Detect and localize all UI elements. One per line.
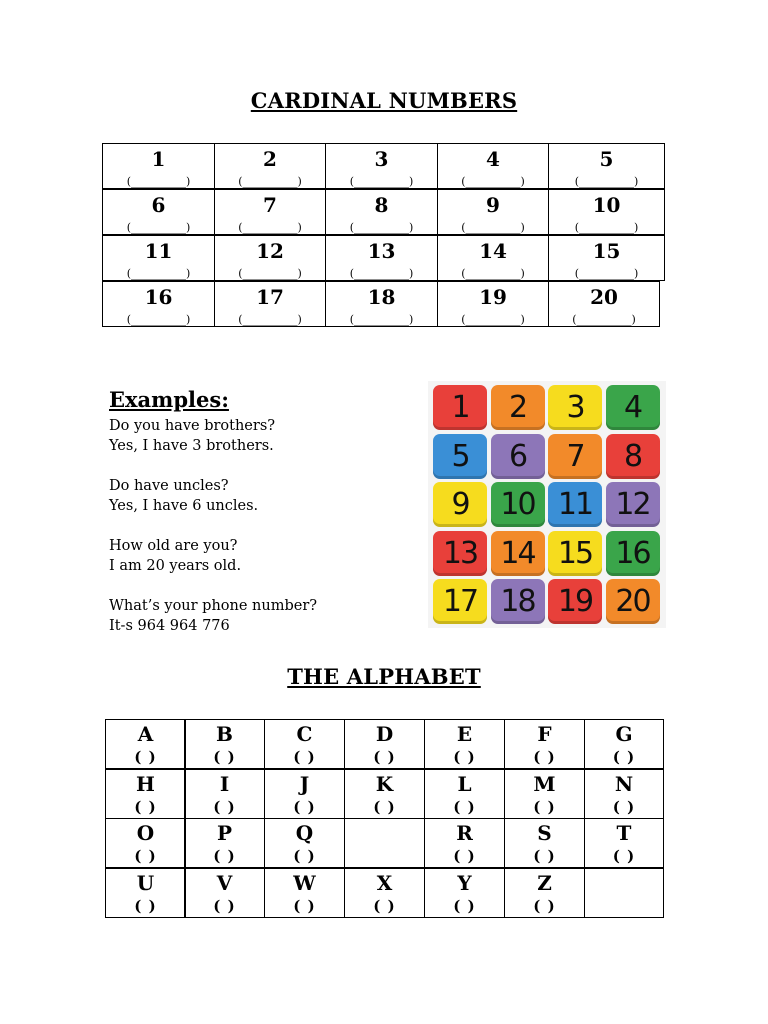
answer-blank[interactable]: (__________) bbox=[349, 313, 414, 326]
letter: U bbox=[136, 871, 155, 895]
letter-answer-blank[interactable]: ( ) bbox=[213, 897, 236, 915]
answer-blank[interactable]: (__________) bbox=[574, 175, 639, 188]
letter-cell bbox=[504, 769, 585, 819]
spacer bbox=[109, 576, 317, 596]
example-line: Do have uncles? bbox=[109, 478, 229, 494]
number-value: 18 bbox=[367, 285, 396, 309]
example-line: I am 20 years old. bbox=[109, 558, 242, 574]
number-cell bbox=[548, 235, 665, 281]
letter: E bbox=[456, 722, 473, 746]
number-value: 14 bbox=[479, 239, 507, 263]
number-value: 19 bbox=[479, 285, 507, 309]
number-cell bbox=[102, 189, 215, 235]
example-line: Yes, I have 3 brothers. bbox=[109, 438, 274, 454]
example-line: What’s your phone number? bbox=[109, 598, 318, 614]
letter-answer-blank[interactable]: ( ) bbox=[134, 897, 157, 915]
letter: F bbox=[537, 722, 552, 746]
number-cell bbox=[214, 281, 326, 327]
number-value: 3 bbox=[374, 147, 389, 171]
answer-blank[interactable]: (__________) bbox=[461, 221, 525, 234]
examples-lines bbox=[109, 416, 317, 636]
letter: N bbox=[614, 772, 634, 796]
letter-answer-blank[interactable]: ( ) bbox=[293, 798, 316, 816]
number-value: 20 bbox=[590, 285, 618, 309]
number-value: 7 bbox=[263, 193, 277, 217]
letter: D bbox=[375, 722, 394, 746]
letter-cell bbox=[424, 818, 505, 868]
letter: O bbox=[136, 821, 155, 845]
number-cell bbox=[437, 143, 549, 189]
letter-answer-blank[interactable]: ( ) bbox=[293, 748, 316, 766]
number-value: 9 bbox=[486, 193, 500, 217]
letter-answer-blank[interactable]: ( ) bbox=[213, 847, 236, 865]
number-square: 3 bbox=[548, 385, 602, 430]
number-square: 2 bbox=[491, 385, 545, 430]
letter-answer-blank[interactable]: ( ) bbox=[612, 748, 636, 766]
answer-blank[interactable]: (__________) bbox=[238, 175, 302, 188]
number-square: 6 bbox=[491, 434, 545, 479]
answer-blank[interactable]: (__________) bbox=[126, 221, 191, 234]
number-cell bbox=[548, 281, 660, 327]
answer-blank[interactable]: (__________) bbox=[461, 175, 525, 188]
spacer bbox=[109, 456, 317, 476]
number-square: 10 bbox=[491, 482, 545, 527]
answer-blank[interactable]: (__________) bbox=[574, 267, 639, 280]
letter: Y bbox=[457, 871, 472, 895]
letter-answer-blank[interactable]: ( ) bbox=[453, 798, 476, 816]
letter-cell bbox=[344, 769, 425, 819]
number-value: 5 bbox=[599, 147, 614, 171]
letter: J bbox=[299, 772, 310, 796]
number-square: 12 bbox=[606, 482, 660, 527]
letter: P bbox=[216, 821, 233, 845]
number-value: 8 bbox=[374, 193, 389, 217]
number-value: 10 bbox=[592, 193, 621, 217]
letter-cell bbox=[105, 769, 186, 819]
letter: I bbox=[219, 772, 230, 796]
number-value: 1 bbox=[151, 147, 166, 171]
number-square: 7 bbox=[548, 434, 602, 479]
empty-cell bbox=[344, 818, 425, 868]
number-square: 13 bbox=[433, 531, 487, 576]
alphabet-grid bbox=[105, 719, 664, 917]
letter-cell bbox=[584, 769, 664, 819]
letter-answer-blank[interactable]: ( ) bbox=[134, 847, 157, 865]
letter: B bbox=[216, 722, 233, 746]
number-cell bbox=[214, 235, 326, 281]
answer-blank[interactable]: (__________) bbox=[238, 313, 302, 326]
letter-cell bbox=[344, 868, 425, 918]
letter: V bbox=[216, 871, 233, 895]
number-square: 11 bbox=[548, 482, 602, 527]
number-cell bbox=[102, 281, 215, 327]
number-cell bbox=[437, 189, 549, 235]
number-value: 15 bbox=[592, 239, 621, 263]
number-square: 5 bbox=[433, 434, 487, 479]
letter-cell bbox=[184, 818, 265, 868]
letter: T bbox=[616, 821, 632, 845]
number-cell bbox=[214, 143, 326, 189]
letter-answer-blank[interactable]: ( ) bbox=[533, 897, 556, 915]
number-cell bbox=[325, 281, 438, 327]
example-line: How old are you? bbox=[109, 538, 238, 554]
answer-blank[interactable]: (__________) bbox=[349, 267, 414, 280]
examples-heading: Examples: bbox=[109, 387, 229, 412]
cardinal-numbers-title: CARDINAL NUMBERS bbox=[250, 88, 518, 113]
number-cell bbox=[325, 235, 438, 281]
answer-blank[interactable]: (__________) bbox=[238, 221, 302, 234]
number-cell bbox=[102, 235, 215, 281]
letter: Z bbox=[537, 871, 552, 895]
letter-cell bbox=[264, 818, 345, 868]
letter: L bbox=[457, 772, 472, 796]
letter-answer-blank[interactable]: ( ) bbox=[213, 798, 236, 816]
letter-answer-blank[interactable]: ( ) bbox=[612, 798, 636, 816]
answer-blank[interactable]: (__________) bbox=[574, 221, 639, 234]
letter-cell bbox=[344, 719, 425, 769]
answer-blank[interactable]: (__________) bbox=[126, 313, 191, 326]
number-value: 13 bbox=[367, 239, 396, 263]
letter-cell bbox=[184, 868, 265, 918]
letter-answer-blank[interactable]: ( ) bbox=[373, 897, 396, 915]
letter-answer-blank[interactable]: ( ) bbox=[293, 897, 316, 915]
letter: R bbox=[456, 821, 473, 845]
letter-cell bbox=[584, 818, 664, 868]
numbers-picture bbox=[428, 381, 666, 628]
example-line: It-s 964 964 776 bbox=[109, 618, 230, 634]
letter: C bbox=[296, 722, 313, 746]
letter-answer-blank[interactable]: ( ) bbox=[293, 847, 316, 865]
letter-cell bbox=[264, 868, 345, 918]
letter-cell bbox=[184, 719, 265, 769]
answer-blank[interactable]: (__________) bbox=[126, 175, 191, 188]
number-value: 6 bbox=[151, 193, 166, 217]
number-square: 9 bbox=[433, 482, 487, 527]
letter-cell bbox=[264, 769, 345, 819]
letter-cell bbox=[184, 769, 265, 819]
letter-cell bbox=[584, 719, 664, 769]
number-square: 4 bbox=[606, 385, 660, 430]
number-value: 17 bbox=[256, 285, 284, 309]
number-value: 12 bbox=[256, 239, 284, 263]
empty-cell bbox=[584, 868, 664, 918]
answer-blank[interactable]: (__________) bbox=[238, 267, 302, 280]
letter: X bbox=[376, 871, 393, 895]
answer-blank[interactable]: (__________) bbox=[126, 267, 191, 280]
letter-answer-blank[interactable]: ( ) bbox=[134, 798, 157, 816]
alphabet-title: THE ALPHABET bbox=[287, 664, 481, 689]
letter: H bbox=[136, 772, 155, 796]
number-cell bbox=[325, 143, 438, 189]
example-line: Yes, I have 6 uncles. bbox=[109, 498, 259, 514]
letter: S bbox=[537, 821, 552, 845]
number-value: 2 bbox=[263, 147, 277, 171]
letter-cell bbox=[264, 719, 345, 769]
letter-cell bbox=[105, 818, 186, 868]
answer-blank[interactable]: (__________) bbox=[461, 267, 525, 280]
letter: Q bbox=[295, 821, 314, 845]
number-square: 1 bbox=[433, 385, 487, 430]
example-line: Do you have brothers? bbox=[109, 418, 276, 434]
number-cell bbox=[437, 281, 549, 327]
answer-blank[interactable]: (__________) bbox=[572, 313, 636, 326]
answer-blank[interactable]: (__________) bbox=[349, 221, 414, 234]
letter-cell bbox=[504, 868, 585, 918]
number-cell bbox=[548, 189, 665, 235]
letter: M bbox=[533, 772, 556, 796]
letter-cell bbox=[504, 719, 585, 769]
answer-blank[interactable]: (__________) bbox=[349, 175, 414, 188]
letter-answer-blank[interactable]: ( ) bbox=[373, 798, 396, 816]
letter-cell bbox=[424, 719, 505, 769]
letter-answer-blank[interactable]: ( ) bbox=[533, 748, 556, 766]
letter-cell bbox=[105, 868, 186, 918]
number-value: 16 bbox=[144, 285, 173, 309]
number-value: 4 bbox=[486, 147, 500, 171]
letter-cell bbox=[424, 769, 505, 819]
number-cell bbox=[437, 235, 549, 281]
number-cell bbox=[325, 189, 438, 235]
number-square: 17 bbox=[433, 579, 487, 624]
letter-answer-blank[interactable]: ( ) bbox=[373, 748, 396, 766]
letter-cell bbox=[424, 868, 505, 918]
number-value: 11 bbox=[144, 239, 173, 263]
number-cell bbox=[102, 143, 215, 189]
letter: A bbox=[137, 722, 154, 746]
letter-answer-blank[interactable]: ( ) bbox=[453, 897, 476, 915]
number-square: 8 bbox=[606, 434, 660, 479]
letter-answer-blank[interactable]: ( ) bbox=[134, 748, 157, 766]
spacer bbox=[109, 516, 317, 536]
letter-cell bbox=[504, 818, 585, 868]
number-square: 15 bbox=[548, 531, 602, 576]
number-square: 16 bbox=[606, 531, 660, 576]
letter-answer-blank[interactable]: ( ) bbox=[453, 847, 476, 865]
letter-answer-blank[interactable]: ( ) bbox=[612, 847, 636, 865]
number-square: 18 bbox=[491, 579, 545, 624]
letter-answer-blank[interactable]: ( ) bbox=[533, 847, 556, 865]
letter: K bbox=[375, 772, 394, 796]
letter-cell bbox=[105, 719, 186, 769]
letter: G bbox=[615, 722, 633, 746]
number-square: 20 bbox=[606, 579, 660, 624]
number-square: 14 bbox=[491, 531, 545, 576]
number-square: 19 bbox=[548, 579, 602, 624]
letter: W bbox=[293, 871, 316, 895]
letter-answer-blank[interactable]: ( ) bbox=[533, 798, 556, 816]
letter-answer-blank[interactable]: ( ) bbox=[453, 748, 476, 766]
number-cell bbox=[548, 143, 665, 189]
examples-section bbox=[109, 386, 317, 636]
number-cell bbox=[214, 189, 326, 235]
letter-answer-blank[interactable]: ( ) bbox=[213, 748, 236, 766]
answer-blank[interactable]: (__________) bbox=[461, 313, 525, 326]
